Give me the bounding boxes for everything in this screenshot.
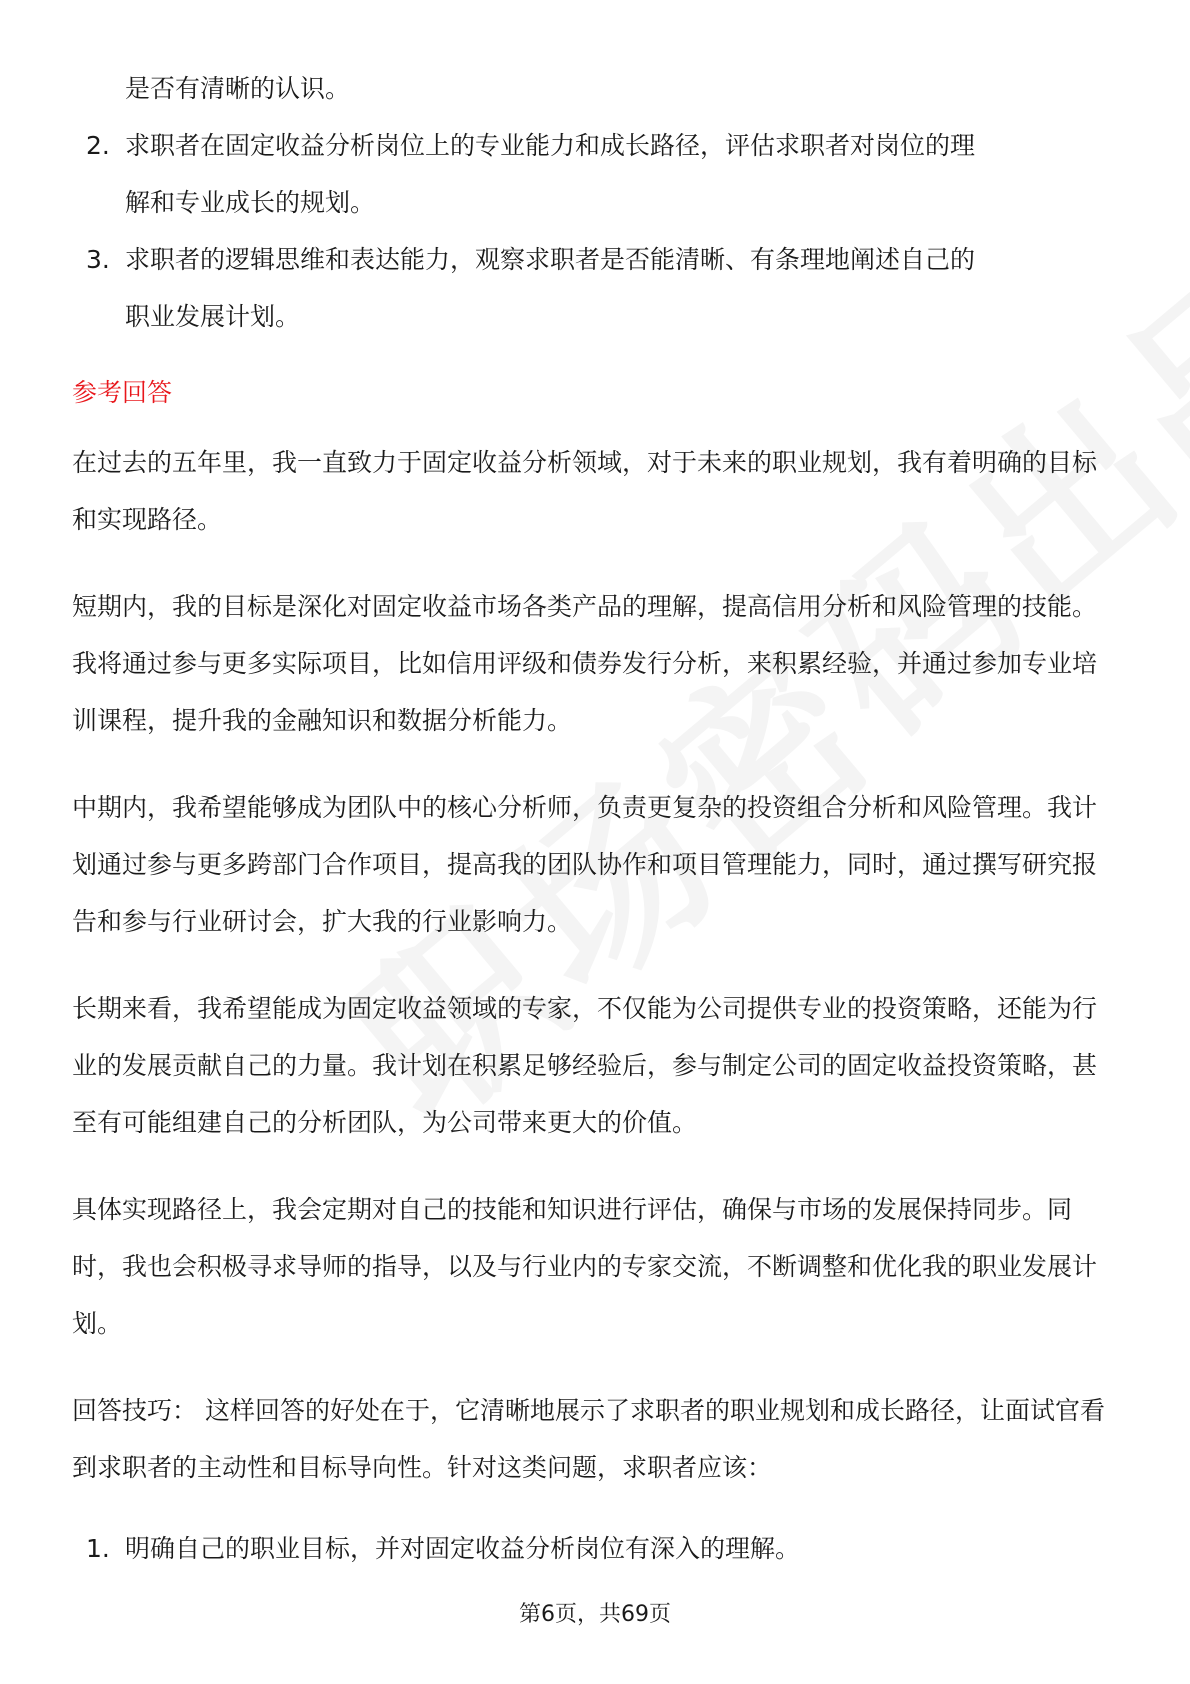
page-number: 第6页，共69页 (519, 1602, 671, 1627)
answer-tips: 回答技巧： 这样回答的好处在于，它清晰地展示了求职者的职业规划和成长路径，让面试官看到求职者的主动性和目标导向性。针对这类问题，求职者应该： (72, 1396, 1105, 1482)
section-heading: 参考回答 (72, 378, 173, 407)
answer-paragraph: 长期来看，我希望能成为固定收益领域的专家，不仅能为公司提供专业的投资策略，还能为行业的发展贡献自己的力量。我计划在积累足够经验后，参与制定公司的固定收益投资策略，甚至有可能组建自己的分析团队，为公司带来更大的价值。 (72, 994, 1098, 1137)
answer-paragraph: 中期内，我希望能够成为团队中的核心分析师，负责更复杂的投资组合分析和风险管理。我计划通过参与更多跨部门合作项目，提高我的团队协作和项目管理能力，同时，通过撰写研究报告和参与行业研讨会，扩大我的行业影响力。 (72, 793, 1098, 936)
list-item (72, 1520, 1118, 1577)
tips-list (72, 1520, 1118, 1577)
list-item (72, 231, 1118, 288)
list-text: 求职者在固定收益分析岗位上的专业能力和成长路径，评估求职者对岗位的理 (125, 131, 976, 160)
list-number: 1. (86, 1534, 110, 1563)
list-text: 职业发展计划。 (125, 302, 301, 331)
list-item (72, 117, 1118, 174)
list-item (72, 60, 1118, 117)
evaluation-list (72, 60, 1118, 345)
list-text: 解和专业成长的规划。 (125, 188, 376, 217)
list-item (72, 288, 1118, 345)
list-text: 是否有清晰的认识。 (125, 74, 351, 103)
list-number: 3. (86, 245, 110, 274)
list-text: 明确自己的职业目标，并对固定收益分析岗位有深入的理解。 (125, 1534, 801, 1563)
list-item (72, 174, 1118, 231)
page-content (72, 60, 1118, 1577)
answer-paragraph: 在过去的五年里，我一直致力于固定收益分析领域，对于未来的职业规划，我有着明确的目标和实现路径。 (72, 448, 1098, 534)
answer-paragraph: 具体实现路径上，我会定期对自己的技能和知识进行评估，确保与市场的发展保持同步。同时，我也会积极寻求导师的指导，以及与行业内的专家交流，不断调整和优化我的职业发展计划。 (72, 1195, 1098, 1338)
answer-paragraph: 短期内，我的目标是深化对固定收益市场各类产品的理解，提高信用分析和风险管理的技能。我将通过参与更多实际项目，比如信用评级和债券发行分析，来积累经验，并通过参加专业培训课程，提升我的金融知识和数据分析能力。 (72, 592, 1098, 735)
list-number: 2. (86, 131, 110, 160)
list-text: 求职者的逻辑思维和表达能力，观察求职者是否能清晰、有条理地阐述自己的 (125, 245, 976, 274)
